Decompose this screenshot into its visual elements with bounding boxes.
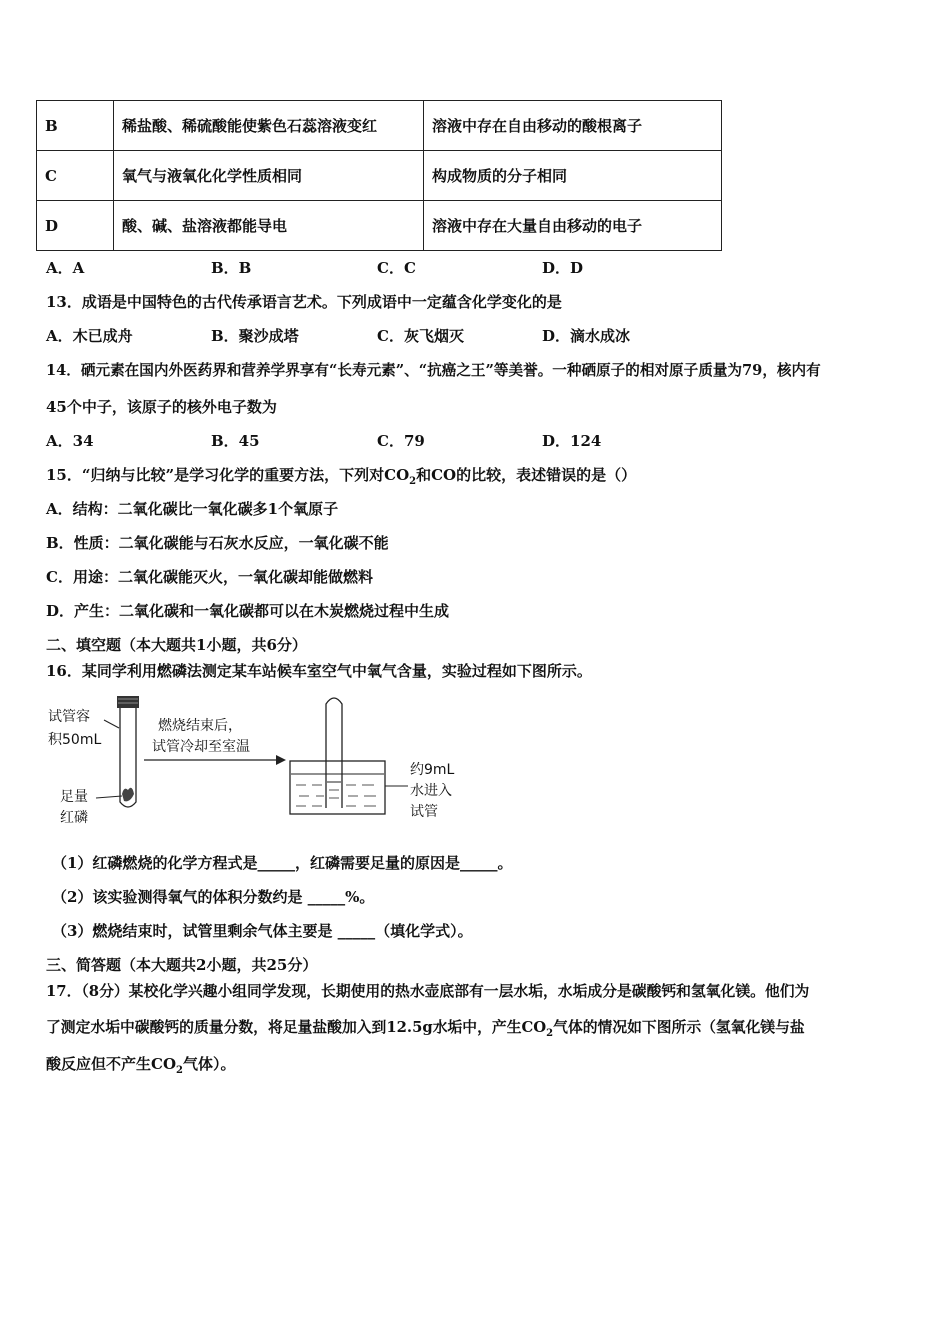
q12-option-b: B．B xyxy=(211,259,252,277)
q14-option-c: C．79 xyxy=(377,432,425,450)
row-explanation: 溶液中存在大量自由移动的电子 xyxy=(424,201,722,251)
q15-option-c: C．用途：二氧化碳能灭火，一氧化碳却能做燃料 xyxy=(46,568,373,586)
water-label-2: 水进入 xyxy=(410,783,452,799)
water-label-1: 约9mL xyxy=(410,762,455,778)
q17-line3 xyxy=(46,1053,236,1076)
q17-line2-sub: 2 xyxy=(546,1027,554,1039)
q17-line2-a: 了测定水垢中碳酸钙的质量分数，将足量盐酸加入到12.5g水垢中，产生CO xyxy=(46,1019,547,1036)
row-explanation: 溶液中存在自由移动的酸根离子 xyxy=(424,101,722,151)
phosphorus-label-1: 足量 xyxy=(60,789,88,805)
q17-line3-b: 气体）。 xyxy=(182,1055,236,1073)
q15-option-b: B．性质：二氧化碳能与石灰水反应，一氧化碳不能 xyxy=(46,534,389,552)
stopper-icon xyxy=(117,696,139,708)
section-3-heading: 三、简答题（本大题共2小题，共25分） xyxy=(46,956,318,974)
q17-line2 xyxy=(46,1016,805,1039)
water-label-3: 试管 xyxy=(410,804,438,820)
arrow-label-1: 燃烧结束后， xyxy=(158,718,242,734)
row-fact: 稀盐酸、稀硫酸能使紫色石蕊溶液变红 xyxy=(114,101,424,151)
q16-sub1: （1）红磷燃烧的化学方程式是_____，红磷需要足量的原因是_____。 xyxy=(52,854,513,872)
row-fact: 酸、碱、盐溶液都能导电 xyxy=(114,201,424,251)
q16-experiment-diagram xyxy=(44,690,484,830)
q15-stem-sub: 2 xyxy=(409,476,417,487)
row-explanation: 构成物质的分子相同 xyxy=(424,151,722,201)
q13-option-c: C．灰飞烟灭 xyxy=(377,327,464,345)
q16-sub2: （2）该实验测得氧气的体积分数约是 _____%。 xyxy=(52,888,375,906)
q14-stem-line1: 14．硒元素在国内外医药界和营养学界享有“长寿元素”、“抗癌之王”等美誉。一种硒原子的相对原子质量为79，核内有 xyxy=(46,362,821,379)
q15-stem-b: 和CO的比较，表述错误的是（） xyxy=(416,466,637,484)
tube-volume-label-1: 试管容 xyxy=(48,709,90,725)
q14-option-a: A．34 xyxy=(46,432,94,450)
table-row xyxy=(37,151,722,201)
q12-option-a: A．A xyxy=(46,259,85,277)
arrow-label-2: 试管冷却至室温 xyxy=(152,739,250,755)
q14-option-d: D．124 xyxy=(542,432,602,450)
tube-volume-label-2: 积50mL xyxy=(48,732,102,748)
q15-stem-a: 15．“归纳与比较”是学习化学的重要方法，下列对CO xyxy=(46,466,410,484)
phosphorus-label-2: 红磷 xyxy=(60,810,88,826)
q17-line1: 17．（8分）某校化学兴趣小组同学发现，长期使用的热水壶底部有一层水垢，水垢成分是碳酸钙和氢氧化镁。他们为 xyxy=(46,983,810,1000)
table-row xyxy=(37,101,722,151)
q14-stem-line2: 45个中子，该原子的核外电子数为 xyxy=(46,398,277,416)
q13-option-a: A．木已成舟 xyxy=(46,327,133,345)
q13-stem: 13．成语是中国特色的古代传承语言艺术。下列成语中一定蕴含化学变化的是 xyxy=(46,293,562,311)
q14-option-b: B．45 xyxy=(211,432,260,450)
q16-stem: 16．某同学利用燃磷法测定某车站候车室空气中氧气含量，实验过程如下图所示。 xyxy=(46,662,592,680)
q15-option-a: A．结构：二氧化碳比一氧化碳多1个氧原子 xyxy=(46,500,339,518)
q12-option-c: C．C xyxy=(377,259,416,277)
q12-option-d: D．D xyxy=(542,259,584,277)
q13-option-b: B．聚沙成塔 xyxy=(211,327,299,345)
row-letter: B xyxy=(37,101,114,151)
row-letter: D xyxy=(37,201,114,251)
q17-line3-sub: 2 xyxy=(176,1065,183,1076)
red-phosphorus-icon xyxy=(122,788,134,802)
q15-option-d: D．产生：二氧化碳和一氧化碳都可以在木炭燃烧过程中生成 xyxy=(46,602,450,620)
section-2-heading: 二、填空题（本大题共1小题，共6分） xyxy=(46,636,307,654)
q15-stem xyxy=(46,464,636,487)
arrow-head-icon xyxy=(276,755,286,765)
q13-option-d: D．滴水成冰 xyxy=(542,327,631,345)
q17-line3-a: 酸反应但不产生CO xyxy=(46,1055,177,1073)
row-fact: 氧气与液氧化化学性质相同 xyxy=(114,151,424,201)
q16-sub3: （3）燃烧结束时，试管里剩余气体主要是 _____（填化学式）。 xyxy=(52,922,473,940)
row-letter: C xyxy=(37,151,114,201)
inverted-tube-icon xyxy=(326,698,342,808)
q17-line2-b: 气体的情况如下图所示（氢氧化镁与盐 xyxy=(553,1019,805,1036)
table-row xyxy=(37,201,722,251)
options-table xyxy=(36,100,722,251)
